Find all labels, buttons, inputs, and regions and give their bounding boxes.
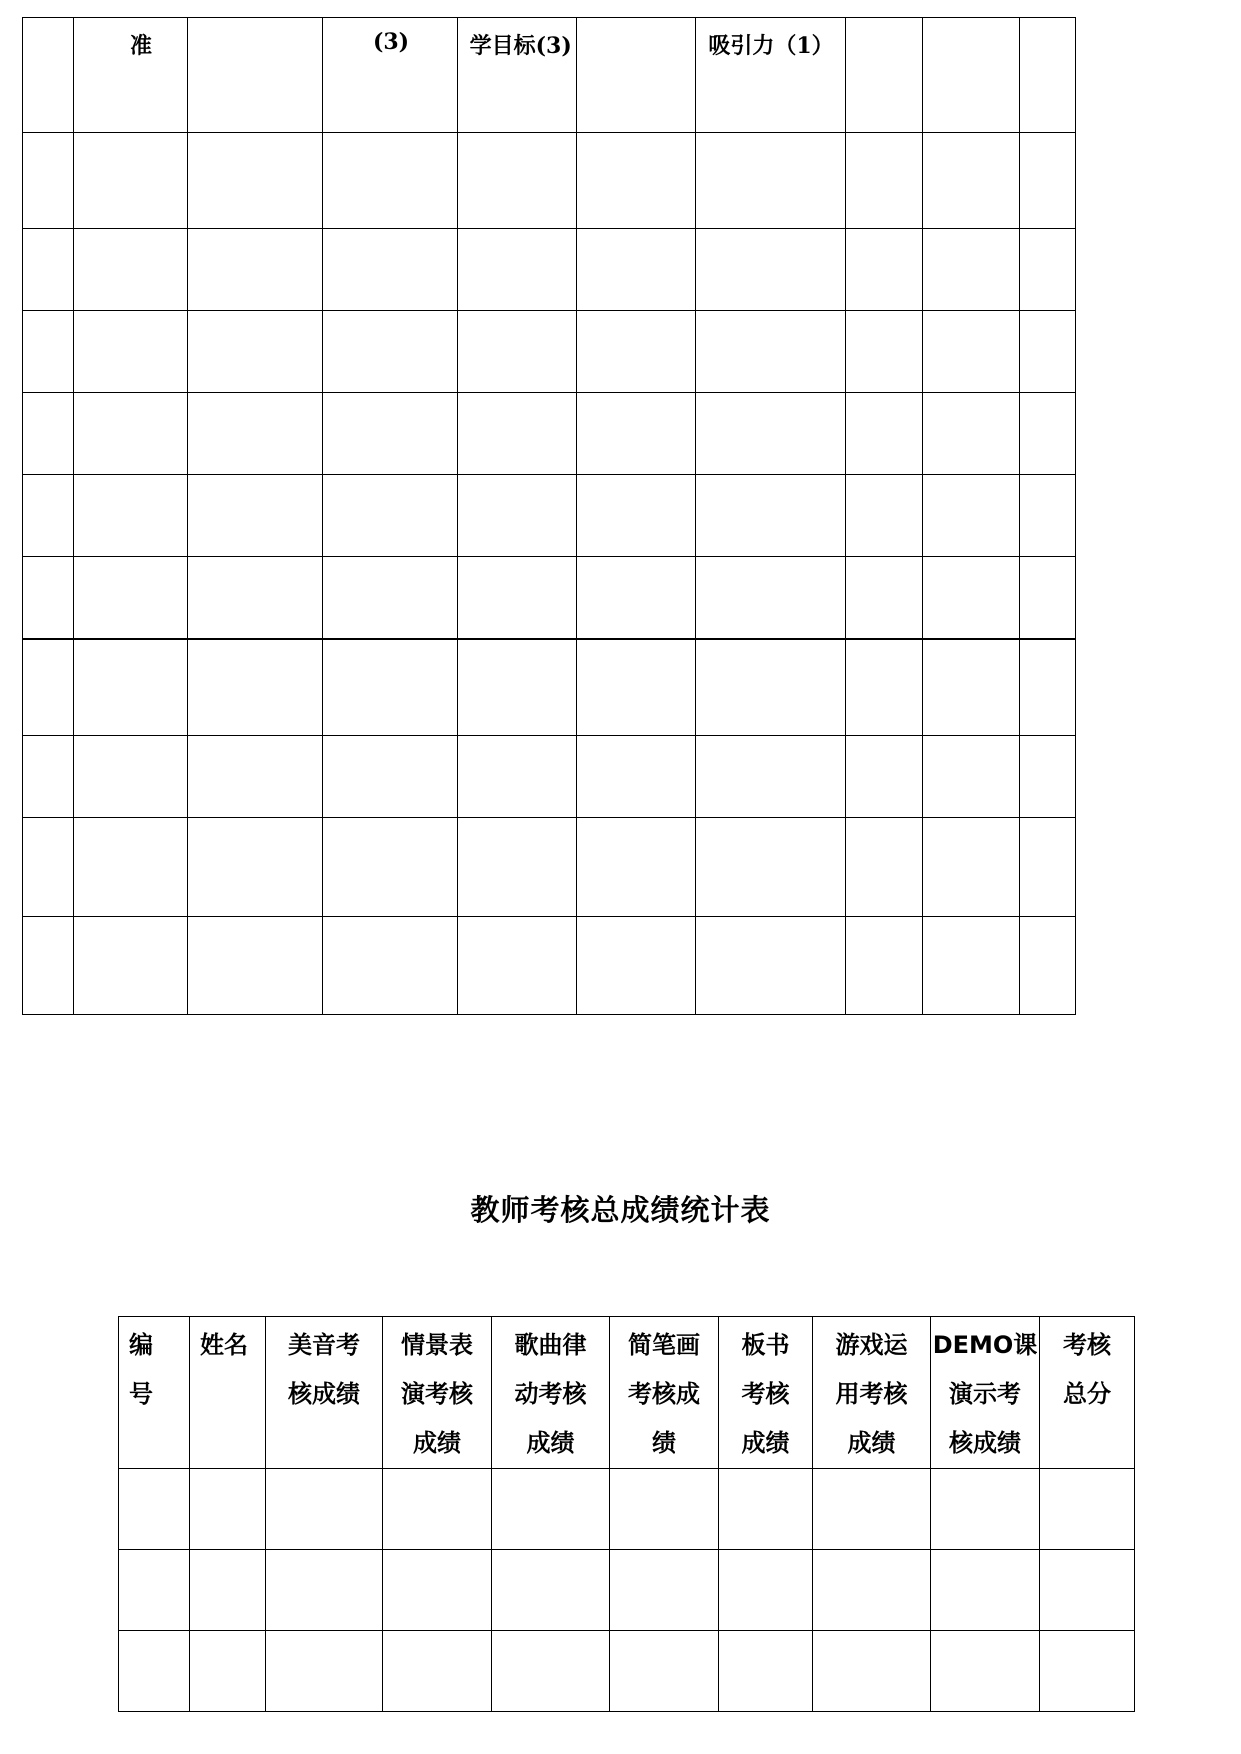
header-cell-game: 游戏运 用考核 成绩 [813, 1317, 931, 1469]
table1-header-cell: (3) [322, 18, 457, 133]
header-cell-pronunciation: 美音考 核成绩 [266, 1317, 383, 1469]
table1-header-cell: 吸引力（1） [696, 18, 846, 133]
table-row [23, 639, 1076, 736]
header-cell-demo: DEMO课 演示考 核成绩 [931, 1317, 1040, 1469]
table1-header-cell: 学目标(3) [457, 18, 576, 133]
table-row [23, 393, 1076, 475]
table-row [23, 133, 1076, 229]
table1-header-cell: 准 [74, 18, 188, 133]
evaluation-table-continued [22, 17, 1076, 1015]
header-cell-name: 姓名 [190, 1317, 266, 1469]
table-row [119, 1550, 1135, 1631]
table-row [23, 736, 1076, 818]
table1-header-cell [23, 18, 74, 133]
table-row [23, 311, 1076, 393]
table-row [23, 557, 1076, 639]
table-row [119, 1631, 1135, 1712]
header-cell-id: 编 号 [119, 1317, 190, 1469]
table1-header-cell [922, 18, 1019, 133]
table-row [23, 818, 1076, 917]
table-row [119, 1469, 1135, 1550]
table1-header-cell [1019, 18, 1075, 133]
header-cell-situational: 情景表 演考核 成绩 [383, 1317, 492, 1469]
table-row [23, 917, 1076, 1015]
header-cell-song: 歌曲律 动考核 成绩 [492, 1317, 610, 1469]
table1-header-row [23, 18, 1076, 133]
table1-header-cell [577, 18, 696, 133]
table-row [23, 229, 1076, 311]
table1-header-cell [188, 18, 323, 133]
teacher-score-summary-table [118, 1316, 1135, 1712]
table1-header-cell [846, 18, 923, 133]
table-row [23, 475, 1076, 557]
header-cell-drawing: 简笔画 考核成 绩 [610, 1317, 719, 1469]
header-cell-total: 考核 总分 [1040, 1317, 1135, 1469]
table2-header-row [119, 1317, 1135, 1469]
page-title: 教师考核总成绩统计表 [470, 1193, 771, 1227]
header-cell-board: 板书 考核 成绩 [719, 1317, 813, 1469]
